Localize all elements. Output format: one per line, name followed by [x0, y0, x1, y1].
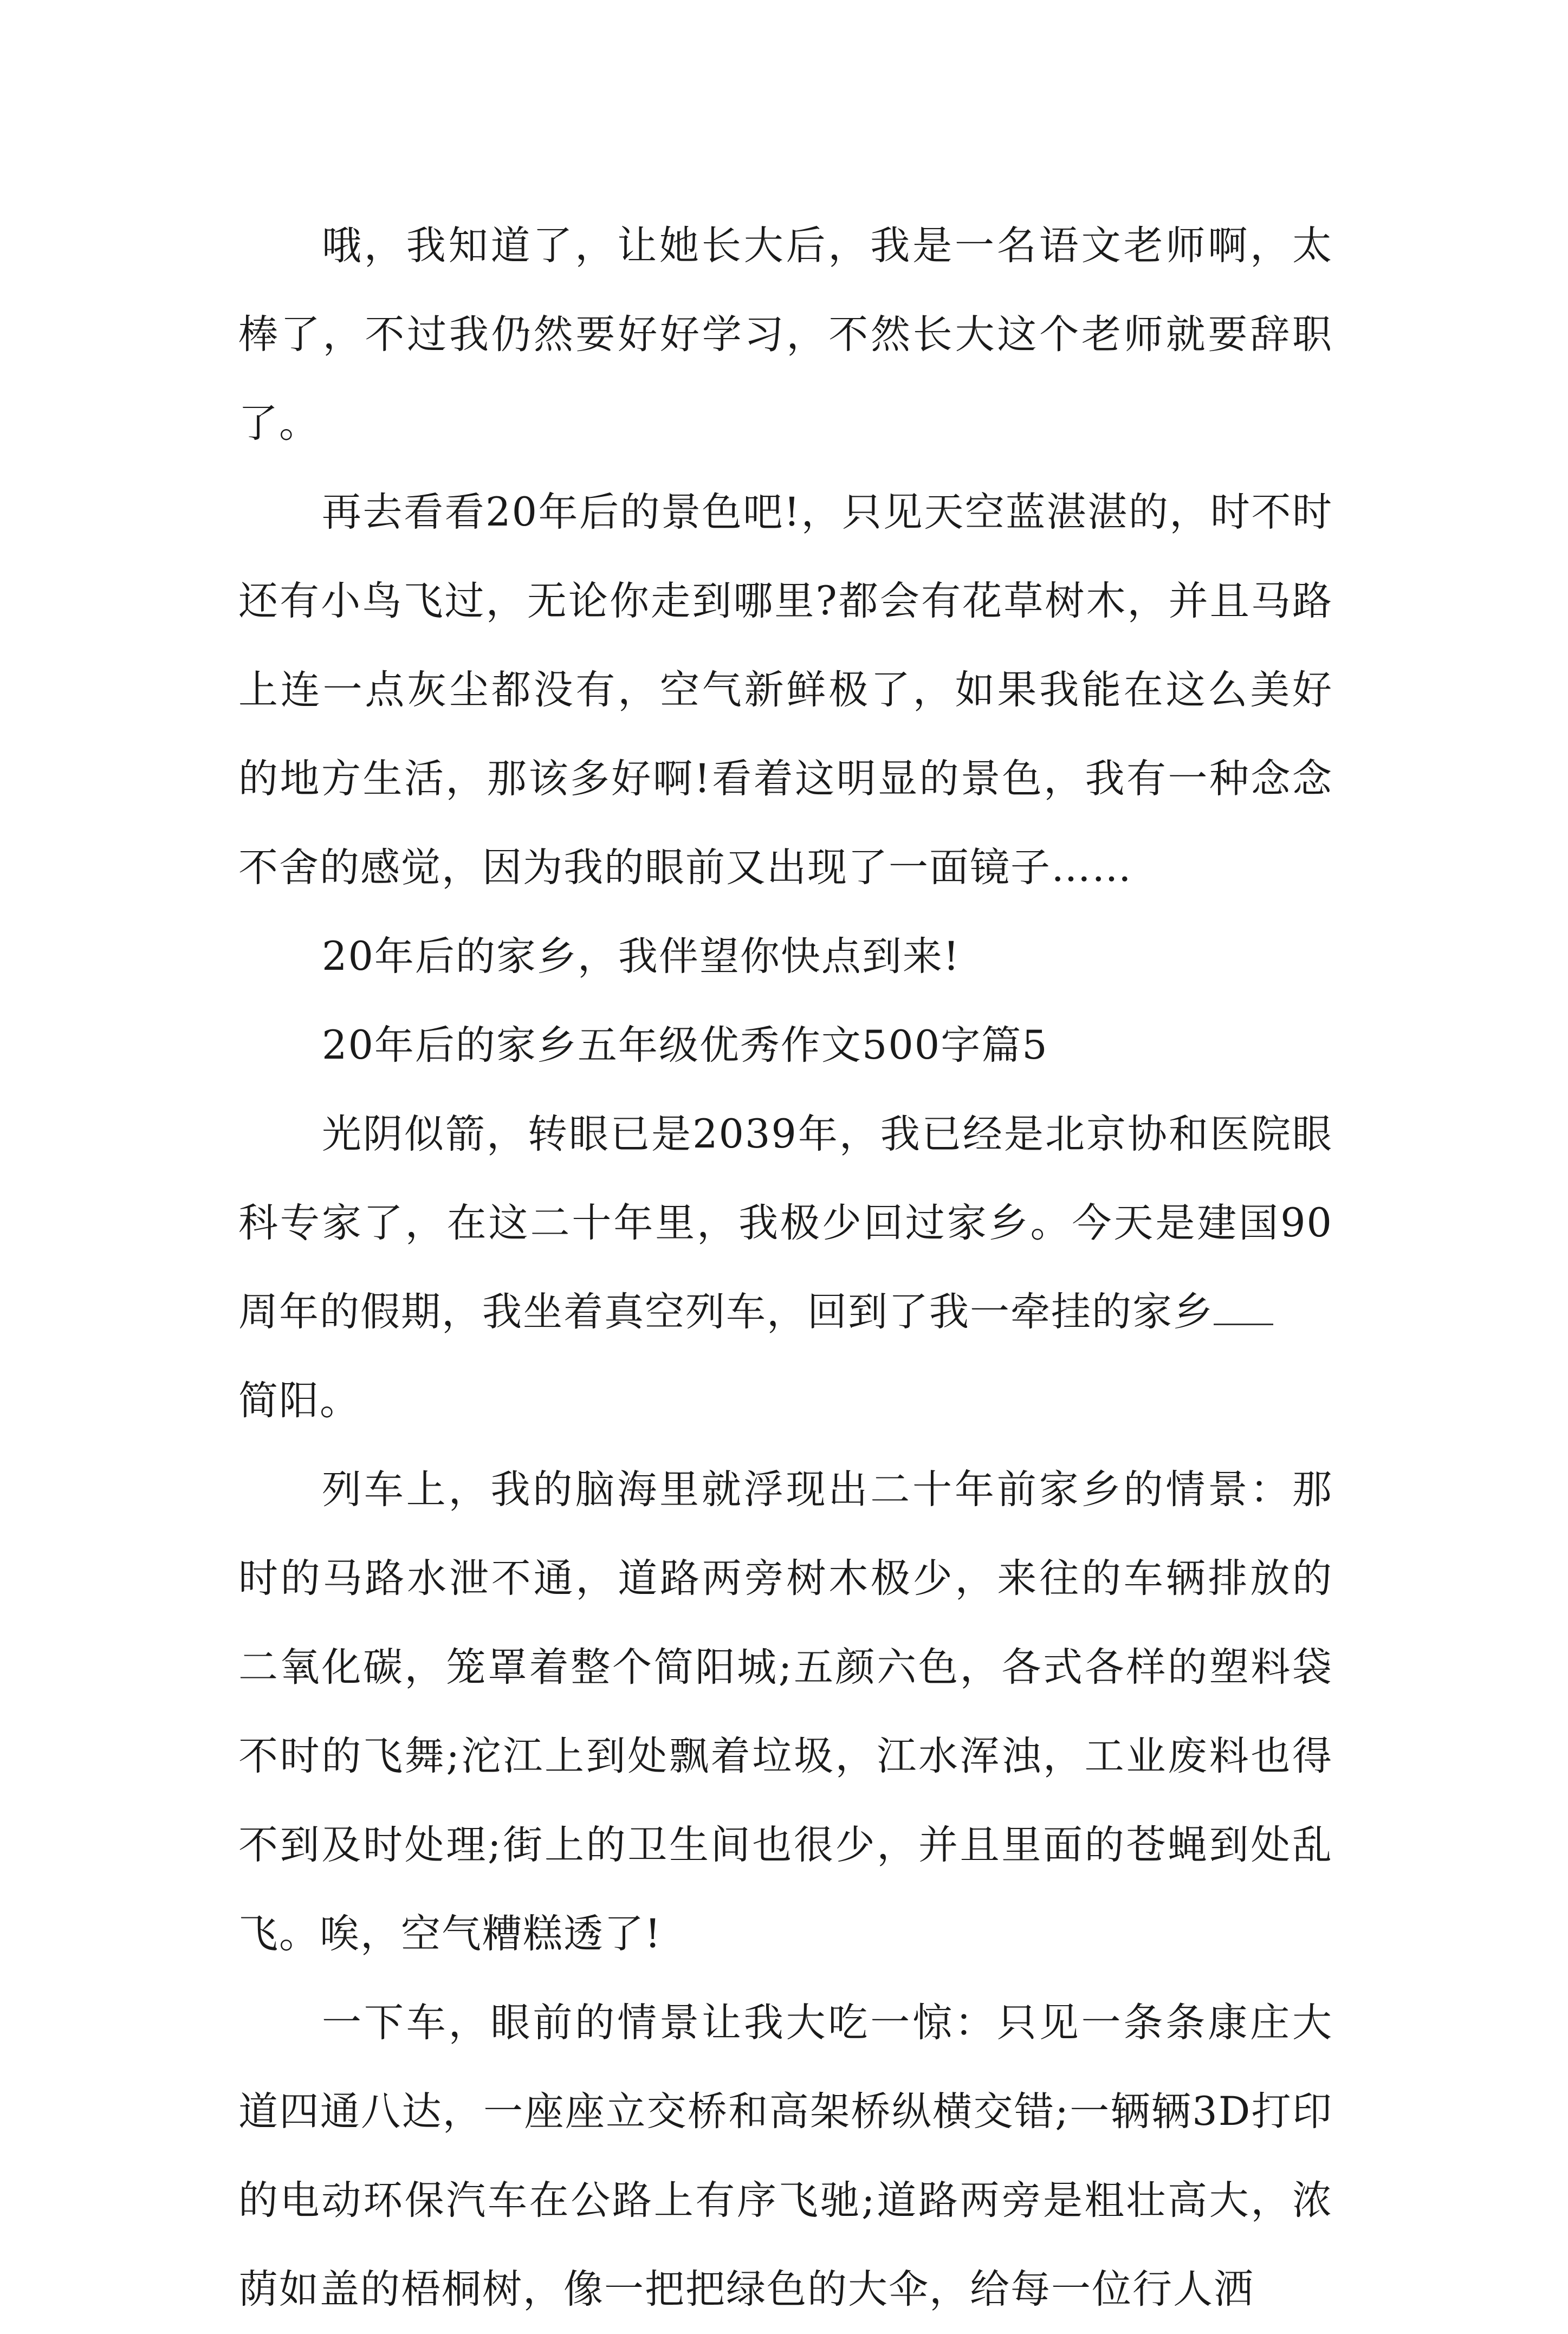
paragraph-5-continuation: 简阳。 [238, 1378, 360, 1424]
paragraph-2: 再去看看20年后的景色吧!，只见天空蓝湛湛的，时不时还有小鸟飞过，无论你走到哪里?都会有花草树木，并且马路上连一点灰尘都没有，空气新鲜极了，如果我能在这么美好的地方生活，那该多好啊!看着这明显的景色，我有一种念念不舍的感觉，因为我的眼前又出现了一面镜子…… [238, 489, 1333, 891]
paragraph-3: 20年后的家乡，我伴望你快点到来! [322, 933, 961, 980]
paragraph-5-text: 光阴似箭，转眼已是2039年，我已经是北京协和医院眼科专家了，在这二十年里，我极少回过家乡。今天是建国90周年的假期，我坐着真空列车，回到了我一牵挂的家乡 [238, 1111, 1333, 1335]
paragraph-5 [238, 1090, 1333, 1445]
underline-blank [1214, 1296, 1273, 1325]
document-body [238, 202, 1333, 2334]
paragraph-6: 列车上，我的脑海里就浮现出二十年前家乡的情景：那时的马路水泄不通，道路两旁树木极少，来往的车辆排放的二氧化碳，笼罩着整个简阳城;五颜六色，各式各样的塑料袋不时的飞舞;沱江上到处飘着垃圾，江水浑浊，工业废料也得不到及时处理;街上的卫生间也很少，并且里面的苍蝇到处乱飞。唉，空气糟糕透了! [238, 1467, 1333, 1957]
paragraph-1: 哦，我知道了，让她长大后，我是一名语文老师啊，太棒了，不过我仍然要好好学习，不然长大这个老师就要辞职了。 [238, 223, 1333, 446]
section-heading: 20年后的家乡五年级优秀作文500字篇5 [322, 1022, 1048, 1068]
paragraph-7: 一下车，眼前的情景让我大吃一惊：只见一条条康庄大道四通八达，一座座立交桥和高架桥纵横交错;一辆辆3D打印的电动环保汽车在公路上有序飞驰;道路两旁是粗壮高大，浓荫如盖的梧桐树，像一把把绿色的大伞，给每一位行人洒 [238, 2000, 1333, 2312]
